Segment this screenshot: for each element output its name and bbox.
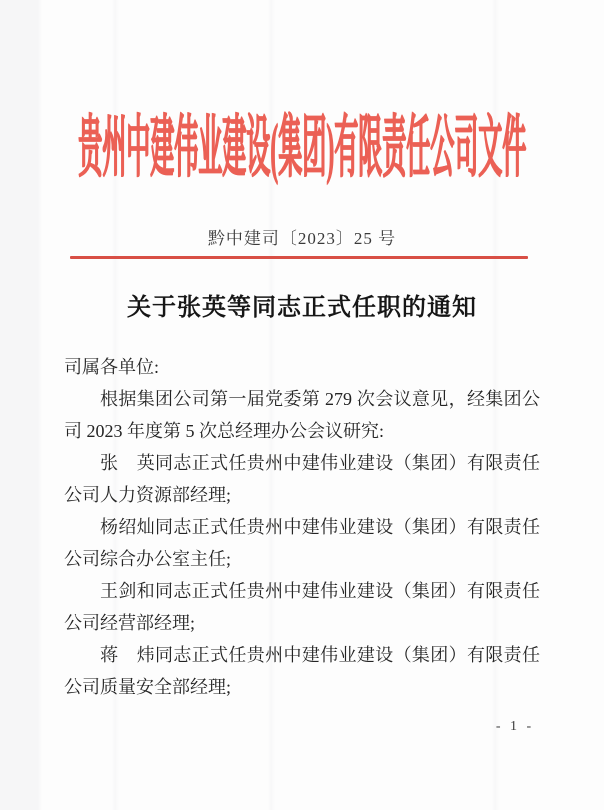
- paragraph-appointment-zhangying: 张 英同志正式任贵州中建伟业建设（集团）有限责任公司人力资源部经理;: [64, 453, 540, 505]
- red-masthead: [0, 100, 604, 188]
- paragraph-appointment-yangshaocan: 杨绍灿同志正式任贵州中建伟业建设（集团）有限责任公司综合办公室主任;: [64, 517, 540, 569]
- red-divider-line: [70, 256, 528, 259]
- document-body: [64, 351, 540, 703]
- paragraph-meeting-basis: 根据集团公司第一届党委第 279 次会议意见，经集团公司 2023 年度第 5 次总经理办公会议研究:: [64, 389, 540, 441]
- page-number: - 1 -: [495, 719, 535, 734]
- salutation: 司属各单位:: [64, 357, 160, 377]
- company-masthead-title: 贵州中建伟业建设(集团)有限责任公司文件: [78, 112, 526, 188]
- document-number: 黔中建司〔2023〕25 号: [207, 229, 397, 248]
- document-title: 关于张英等同志正式任职的通知: [127, 295, 477, 321]
- paragraph-appointment-wangjianhe: 王剑和同志正式任贵州中建伟业建设（集团）有限责任公司经营部经理;: [64, 581, 540, 633]
- paragraph-appointment-jiangwei: 蒋 炜同志正式任贵州中建伟业建设（集团）有限责任公司质量安全部经理;: [64, 645, 540, 697]
